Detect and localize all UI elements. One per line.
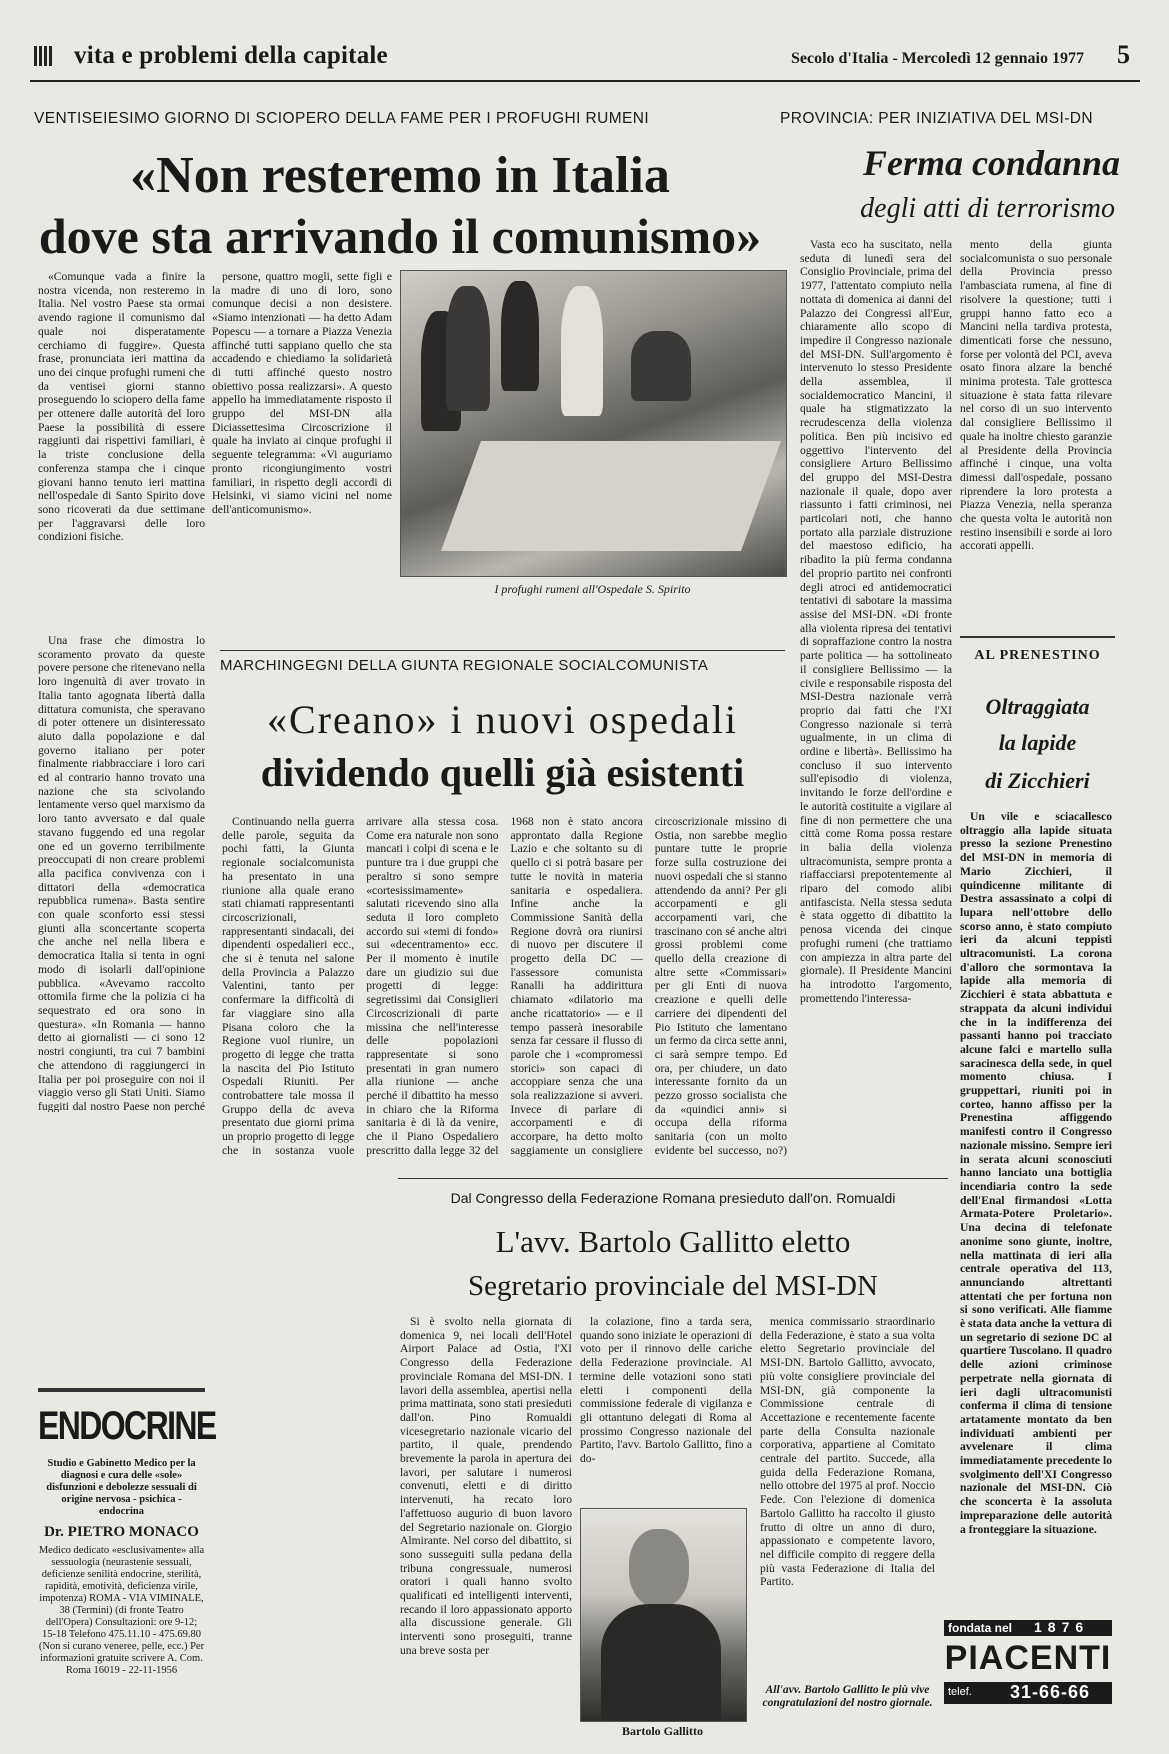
provincia-column-2: [960, 238, 1112, 628]
endocrine-doctor: Dr. PIETRO MONACO: [44, 1524, 199, 1540]
masthead: [30, 36, 1140, 82]
gallitto-column-1: [400, 1315, 572, 1740]
ospedali-kicker: MARCHINGEGNI DELLA GIUNTA REGIONALE SOCIALCOMUNISTA: [220, 657, 709, 674]
gallitto-col2-text: la colazione, fino a tarda sera, quando sono iniziate le operazioni di voto per il rinnovo delle cariche della Federazione provinciale. Al termine delle votazioni sono stati eletti i componenti della commissione federale di vigilanza e gli ottantuno delegati di Roma al prossimo Congresso nazionale del Partito, l'avv. Bartolo Gallitto, fino a do-: [580, 1315, 752, 1466]
gallitto-photo: [580, 1508, 747, 1722]
gallitto-congratulations: All'avv. Bartolo Gallitto le più vive congratulazioni del nostro giornale.: [762, 1684, 933, 1709]
provincia-headline-1: Ferma condanna: [862, 143, 1120, 183]
endocrine-details: Medico dedicato «esclusivamente» alla sessuologia (neurastenie sessuali, deficienze senilità endocrine, sterilità, rapidità, emotività, deficienza virile, impotenza) ROMA - VIA VIMINALE, 38 (Termini) (di fronte Teatro dell'Opera) Consultazioni: ore 9-12; 15-18 Telefono 475.11.10 - 475.69.80 (Non si curano veneree, pelle, ecc.) Per informazioni gratuite scrivere A. Com. Roma 16019 - 22-11-1956: [38, 1545, 205, 1676]
section-title: vita e problemi della capitale: [74, 42, 388, 69]
provincia-headline-2: degli atti di terrorismo: [860, 193, 1115, 224]
provincia-kicker: PROVINCIA: PER INIZIATIVA DEL MSI-DN: [780, 110, 1093, 127]
issue-date: Secolo d'Italia - Mercoledì 12 gennaio 1977: [790, 50, 1084, 67]
page-number: 5: [1117, 40, 1130, 69]
piacenti-ad: [944, 1620, 1112, 1728]
ospedali-body: [222, 815, 787, 1170]
prenestino-text: Un vile e sciacallesco oltraggio alla lapide situata presso la sezione Prenestino del MSI-DN in memoria di Mario Zicchieri, il quindicenne militante di Destra assassinato a colpi di lupara nell'ottobre dello scorso anno, è stato compiuto ieri da alcuni teppisti ultracomunisti. La corona d'alloro che sormontava la lapide alla memoria di Zicchieri è stata abbattuta e strappata da alcuni individui che in la indifferenza dei passanti hanno poi tracciato alcune falci e martello sulla saracinesca della sede, in quel momento chiusa. I gruppettari, riuniti poi in corteo, hanno affisso per la Prenestina affiggendo manifesti contro il Congresso nazionale missino. Sempre ieri in serata alcuni sconosciuti hanno lanciato una bottiglia incendiaria contro la sede dell'Enal firmandosi «Lotta Armata-Potere Proletario». Una decina di telefonate anonime sono giunte, inoltre, nella mattinata di ieri alla centrale operativa del 113, annunciando altrettanti attentati che per fortuna non si sono verificati. Alle fiamme è stata data anche la vettura di un segretario di sezione DC al quartiere Tuscolano. Il quadro delle azioni criminose perpetrate nella giornata di ieri dagli ultracomunisti conferma il clima di tensione artatamente montato da ben individuati ambienti per avvelenare il clima immediatamente precedente lo svolgimento dell'XI Congresso nazionale del MSI-DN. Ciò che sconcerta è la assoluta impreparazione delle autorità a fronteggiare la situazione.: [960, 810, 1112, 1536]
top-story-kicker: VENTISEIESIMO GIORNO DI SCIOPERO DELLA FAME PER I PROFUGHI RUMENI: [34, 110, 650, 127]
endocrine-ad: [38, 1400, 216, 1740]
prenestino-kicker: AL PRENESTINO: [974, 648, 1101, 663]
provincia-col2-text: mento della giunta socialcomunista o suo personale della Provincia presso l'ambasciata rumena, al fine di risolvere la questione; tutti i gruppi hanno fatto eco a Mancini nella tardiva protesta, dimenticati forse che nessuno, forse per volontà del PCI, aveva osato finora alzare la benché minima protesta. Tale grottesca situazione è stata fatta rilevare nel corso di un suo intervento dal consigliere Bellissimo il quale ha inoltre chiesto garanzie al Presidente della Provincia affinché i cinque, una volta dimessi dall'ospedale, possano riprendere la loro protesta a Piazza Venezia, nella speranza che questa volta le autorità non restino insensibili e sorde ai loro accorati appelli.: [960, 238, 1112, 553]
top-story-col1-cont-text: Una frase che dimostra lo scoramento provato da queste povere persone che ritenevano nella loro ingenuità di aver trovato in Italia tanto agognata libertà dalla dittatura comunista, che speravano di poter ottenere un disinteressato aiuto dalla popolazione e dal governo italiano per poter finalmente riabbracciare i loro cari ed al contrario hanno trovato una nazione che sta scivolando lentamente verso quel marxismo da loro tanto avversato e dal quale stavano fuggendo ed una regolar one ed un governo terribilmente preoccupati di non creare problemi alla pacifica convivenza con i dittatori della «democratica repubblica rumena». Basta sentire con quale sconforto essi stessi giunti alla sconcertante scoperta che anche nel nella libera e democratica Italia si tenta in ogni modo di isolarli dall'opinione pubblica. «Avevamo raccolto ottomila firme che la polizia ci ha sequestrato ed ora sono in questura». «In Romania — hanno detto ai giornalisti — ci sono 12 nostri congiunti, tra cui 7 bambini che attendono di raggiungerci in Italia per poi proseguire con noi il viaggio verso gli Stati Uniti. Siamo fuggiti dal nostro Paese non perché: [38, 634, 205, 1112]
section-logo-icon: [34, 46, 52, 66]
prenestino-body: [960, 810, 1112, 1548]
top-story-headline-1: «Non resteremo in Italia: [130, 147, 670, 204]
gallitto-column-2: [580, 1315, 752, 1500]
gallitto-column-3: [760, 1315, 935, 1675]
ospedali-headline-1: «Creano» i nuovi ospedali: [266, 697, 739, 742]
provincia-col1-text: Vasta eco ha suscitato, nella seduta di lunedì sera del Consiglio Provinciale, prima del 1977, l'attentato compiuto nella nottata di domenica ai danni del Palazzo dei Congressi all'Eur, chiaramente allo scopo di impedire il Congresso nazionale del MSI-DN. Sull'argomento è intervenuto lo stesso Presidente della assemblea, il socialdemocratico Mancini, il quale ha stigmatizzato la recrudescenza della violenza politica. Ben più incisivo ed oggettivo l'intervento del consigliere Arturo Bellissimo del gruppo del MSI-Destra nazionale il quale, dopo aver riassunto i fatti criminosi, nei particolari noti, che hanno portato alla parziale distruzione del maestoso edificio, ha ribadito la più ferma condanna del proprio partito nei confronti degli atroci ed antidemocratici tentativi di sabotare la massima assise del MSI-DN. «Di fronte alla violenta ripresa dei tentativi di sopraffazione contro la nostra parte politica — ha sottolineato il consigliere Bellissimo — la civile e responsabile risposta del MSI-Destra nazionale verrà proprio dai fatti che l'XI Congresso nazionale si terrà ugualmente, in un clima di ordine e libertà». Bellissimo ha concluso il suo intervento sull'episodio di violenza, invitando le forze dell'ordine e le autorità costituite a vigilare al fine di non permettere che una città come Roma possa restare in balia della violenza ultracomunista, sempre pronta a riaffacciarsi prepotentemente al riparo del comodo alibi antifascista. Nella stessa seduta è stata oggetto di dibattito la penosa vicenda dei cinque profughi rumeni (che trattiamo con ampiezza in altra parte del giornale). Il Presidente Mancini ha introdotto l'argomento, promettendo l'interessa-: [800, 238, 952, 1005]
prenestino-headline-2: la lapide: [998, 730, 1077, 755]
piacenti-year: 1876: [1034, 1619, 1090, 1635]
gallitto-headline-1: L'avv. Bartolo Gallitto eletto: [495, 1224, 851, 1259]
ospedali-headline-2: dividendo quelli già esistenti: [260, 750, 745, 795]
divider: [220, 650, 785, 651]
gallitto-photo-caption: Bartolo Gallitto: [622, 1724, 703, 1738]
top-story-column-1: [38, 270, 205, 632]
top-story-headline-2: dove sta arrivando il comunismo»: [38, 208, 762, 264]
top-story-column-1-continued: [38, 634, 205, 1112]
divider: [398, 1178, 948, 1179]
gallitto-col1-text: Si è svolto nella giornata di domenica 9, nei locali dell'Hotel Airport Palace ad Ostia, l'XI Congresso della Federazione provinciale Romana del MSI-DN. I lavori della assemblea, apertisi nella prima mattinata, sono stati presieduti dall'on. Pino Romualdi vicesegretario nazionale vicario del partito, il quale, prendendo brevemente la parola in apertura dei lavori, per salutare i numerosi convenuti, eletti e di diritto intervenuti, ha recato loro l'affettuoso augurio di buon lavoro del Segretario nazionale on. Giorgio Almirante. Nel corso del dibattito, si sono susseguiti sulla pedana della tribuna congressuale, numerosi oratori i quali hanno svolto qualificati ed intelligenti interventi, recando il loro appassionato apporto alla discussione generale. Gli interventi sono proseguiti, tranne una breve sosta per: [400, 1315, 572, 1657]
profughi-photo: [400, 270, 787, 577]
endocrine-title: ENDOCRINE: [38, 1404, 216, 1448]
top-story-col1-text: «Comunque vada a finire la nostra vicenda, non resteremo in Italia. Nel vostro Paese sta ormai avendo ragione il comunismo dal quale noi disperatamente cerchiamo di fuggire». Questa frase, pronunciata ieri mattina da uno dei cinque profughi rumeni che da ventisei giorni stanno proseguendo lo sciopero della fame per ottenere dalle autorità del loro Paese la possibilità di essere raggiunti dai rispettivi familiari, è la triste conclusione della conferenza stampa che i cinque giovani hanno tenuto ieri mattina nell'ospedale di Santo Spirito dove sono ricoverati da due settimane per l'aggravarsi delle loro condizioni fisiche.: [38, 270, 205, 544]
gallitto-headline-2: Segretario provinciale del MSI-DN: [468, 1270, 878, 1302]
gallitto-kicker: Dal Congresso della Federazione Romana presieduto dall'on. Romualdi: [450, 1190, 896, 1206]
profughi-photo-caption: I profughi rumeni all'Ospedale S. Spirito: [494, 582, 691, 596]
prenestino-headline-3: di Zicchieri: [985, 768, 1090, 793]
divider: [960, 636, 1115, 638]
provincia-column-1: [800, 238, 952, 1173]
divider: [38, 1388, 205, 1392]
ospedali-text: Continuando nella guerra delle parole, seguita da pochi fatti, la Giunta regionale socialcomunista ha presentato in una riunione alla quale erano stati chiamati rappresentanti circoscrizionali, rappresentanti sindacali, dei dipendenti ospedalieri ecc., che si è tenuta nel salone della Provincia a Palazzo Valentini, tanto per confermare la difficoltà di far viaggiare sino alla Pisana coloro che la Regione vuol riunire, un progetto di legge che tratta la nascita del Pio Istituto Ospedali Riuniti. Per controbattere tale mossa il Gruppo della dc aveva presentato due giorni prima un proprio progetto di legge che in sostanza vuole arrivare alla stessa cosa. Come era naturale non sono mancati i colpi di scena e le punture tra i due gruppi che peraltro si sono sempre «cortesissimamente» salutati ricevendo sino alla seduta il loro completo accordo sui «temi di fondo» sui «decentramento» ecc. Per il momento è inutile dare un giudizio sui due progetti di legge: segretissimi dai Consiglieri Circoscrizionali di parte missina che nell'interesse delle popolazioni rappresentate si sono presentati in gran numero alla riunione — anche perché il dibattito ha messo in chiaro che la Riforma sanitaria è di là da venire, che il Piano Ospedaliero prescritto dalla legge 32 del 1968 non è stato ancora approntato dalla Regione Lazio e che soltanto su di quello ci si potrà basare per tutte le novità in materia sanitaria e ospedaliera. Infine anche la Commissione Sanità della Regione dovrà ora riunirsi di nuovo per discutere il progetto della DC — l'assessore comunista Ranalli ha addirittura chiamato «dilatorio ma anche ricattatorio» — e il tempo passerà inesorabile senza far cessare il flusso di parole che i «compromessi storici» son capaci di accoppiare senza che una sola realizzazione si avveri. Invece di parlare di accorpamenti e di accorpare, ha detto molto saggiamente un consigliere circoscrizionale missino di Ostia, non sarebbe meglio puntare tutte le proprie forze sulla costruzione dei nuovi ospedali che si stanno attendendo da anni? Per gli accorpamenti e gli accorpamenti vari, che trascinano con sé anche altri grossi problemi come quello della creazione di altre sette «Commissari» per gli Enti di nuova creazione e quelli delle carriere dei dipendenti del Pio Istituto che lamentano un fermo da circa sette anni, ci sarà sempre tempo. Ed ora, per chiudere, un dato interessante fornito da un pezzo grosso socialista che da «quindici anni» si occupa della riforma sanitaria (con un molto evidente bel successo, no?): [222, 815, 787, 1157]
top-story-column-2: [212, 270, 392, 620]
piacenti-founded: fondata nel: [948, 1621, 1013, 1635]
top-story-col2-text: persone, quattro mogli, sette figli e la madre di uno di loro, sono comunque decisi a non desistere. «Siamo intenzionati — ha detto Adam Popescu — a tornare a Piazza Venezia affinché tutti sappiano quello che sta accadendo e chiediamo la solidarietà di tutti affinché questo nostro obiettivo possa realizzarsi». A questo appello ha immediatamente risposto il gruppo del MSI-DN alla Diciassettesima Circoscrizione il quale ha inviato ai cinque profughi il seguente telegramma: «Vi auguriamo pronto ricongiungimento vostri familiari, in rispetto degli accordi di Helsinki, vi siamo vicini nel nome dell'anticomunismo».: [212, 270, 392, 516]
piacenti-name: PIACENTI: [944, 1639, 1112, 1677]
gallitto-col3-text: menica commissario straordinario della Federazione, è stato a sua volta eletto Segretario provinciale del MSI-DN. Bartolo Gallitto, avvocato, più volte consigliere provinciale del MSI-DN, già componente la Commissione centrale di Accettazione e recentemente facente parte della Consulta nazionale corporativa, appartiene al Comitato centrale del partito. Succede, alla guida della Federazione Romana, nello ottobre del 1975 al prof. Noccio Fede. Con l'elezione di domenica Bartolo Gallitto ha raccolto il giusto frutto di oltre un anno di duro, appassionato e competente lavoro, nel difficile compito di reggere della più vasta Federazione di Italia del Partito.: [760, 1315, 935, 1589]
piacenti-phone-label: telef.: [948, 1686, 972, 1698]
piacenti-phone: 31-66-66: [1010, 1682, 1091, 1702]
endocrine-description: Studio e Gabinetto Medico per la diagnosi e cura delle «sole» disfunzioni e debolezze sessuali di origine nervosa - psichica - endocrina: [46, 1458, 197, 1517]
prenestino-headline-1: Oltraggiata: [985, 694, 1090, 719]
